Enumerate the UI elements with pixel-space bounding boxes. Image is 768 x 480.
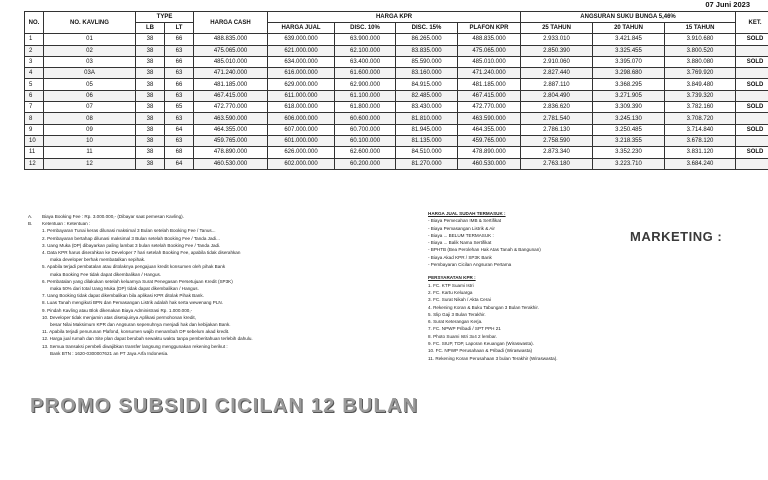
row-disc10: 62.900.000 [335,79,396,90]
document-date: 07 Juni 2023 [705,0,750,9]
table-row [25,158,768,169]
notes-section [28,213,438,357]
note-item: 4. Data KPR harus diserahkan ke Developer 7 hari setelah Booking Fee, apabila tidak diserahkan [42,250,241,256]
row-25-tahun: 2.786.130 [521,124,593,135]
row-disc15: 81.135.000 [396,135,458,146]
row-harga-cash: 485.010.000 [194,56,268,67]
row-kavling: 11 [44,147,136,158]
row-disc15: 81.810.000 [396,113,458,124]
row-harga-jual: 621.000.000 [268,45,335,56]
row-no: 1 [25,34,44,45]
row-lb: 38 [136,79,165,90]
persyaratan-item: 5. Slip Gaji 3 Bulan Terakhir. [428,311,486,317]
row-lb: 38 [136,45,165,56]
note-item: Bank BTN : 1620-0300007621 an PT Jaya Arfa Indonesia. [50,350,169,356]
row-lb: 38 [136,113,165,124]
row-20-tahun: 3.325.455 [593,45,665,56]
row-disc10: 62.100.000 [335,45,396,56]
row-25-tahun: 2.910.060 [521,56,593,67]
header-lb: LB [136,23,165,34]
row-kavling: 01 [44,34,136,45]
row-harga-jual: 601.000.000 [268,135,335,146]
row-25-tahun: 2.836.620 [521,102,593,113]
row-ket: SOLD [736,102,768,113]
row-25-tahun: 2.873.340 [521,147,593,158]
row-20-tahun: 3.271.905 [593,90,665,101]
row-lt: 63 [165,135,194,146]
row-lb: 38 [136,56,165,67]
row-ket [736,135,768,146]
harga-termasuk-item: - BPHTB (Bea Perolehan Hak Atas Tanah & Bangunan) [428,247,541,253]
row-25-tahun: 2.827.440 [521,68,593,79]
row-plafon: 485.010.000 [458,56,521,67]
header-no: NO. [25,12,44,34]
note-item: 6. Pembatalan yang dilakukan setelah keluarnya Surat Penegasan Persetujuan Kredit (SP3K) [42,278,233,284]
notes-list [28,227,438,357]
table-row [25,135,768,146]
row-harga-cash: 471.240.000 [194,68,268,79]
row-disc10: 63.900.000 [335,34,396,45]
header-25-tahun: 25 TAHUN [521,23,593,34]
row-15-tahun: 3.849.480 [665,79,736,90]
row-plafon: 467.415.000 [458,90,521,101]
row-plafon: 478.890.000 [458,147,521,158]
row-disc10: 63.400.000 [335,56,396,67]
row-harga-jual: 602.000.000 [268,158,335,169]
row-lt: 66 [165,34,194,45]
row-disc10: 60.100.000 [335,135,396,146]
terms-section [428,210,628,362]
note-item: maka 50% dari total Uang Muka (DP) tidak dapat dikembalikan / Hangus. [50,286,199,292]
row-harga-cash: 460.530.000 [194,158,268,169]
persyaratan-item: 3. FC. Surat Nikah / Akta Cerai [428,297,491,303]
persyaratan-item: 9. FC. SIUP, TDP, Laporan Keuangan (Wiraswasta). [428,341,534,347]
row-lt: 63 [165,45,194,56]
row-20-tahun: 3.245.130 [593,113,665,124]
row-lt: 63 [165,90,194,101]
row-20-tahun: 3.352.230 [593,147,665,158]
row-harga-cash: 478.890.000 [194,147,268,158]
row-20-tahun: 3.309.390 [593,102,665,113]
row-plafon: 459.765.000 [458,135,521,146]
row-20-tahun: 3.298.680 [593,68,665,79]
row-harga-jual: 611.000.000 [268,90,335,101]
table-row [25,147,768,158]
note-item: 10. Developer tidak menjamin atas disetujuinya Aplikasi permohonan kredit, [42,314,196,320]
note-item: 7. Uang Booking tidak dapat dikembalikan bila aplikasi KPR ditolak Pihak Bank. [42,293,204,299]
row-ket [736,68,768,79]
row-kavling: 12 [44,158,136,169]
header-15-tahun: 15 TAHUN [665,23,736,34]
note-item: maka Booking Fee tidak dapat dikembalikan / Hangus. [50,271,162,277]
header-ket: KET. [736,12,768,34]
header-type: TYPE [136,12,194,23]
note-item: 8. Luas Tanah mengikuti BPN dan Pemasangan Listrik adalah hak serta wewenang PLN. [42,300,223,306]
row-15-tahun: 3.678.120 [665,135,736,146]
row-lt: 65 [165,102,194,113]
note-item: 3. Uang Muka (DP) dibayarkan paling lambat 3 bulan setelah Booking Fee / Tanda Jadi. [42,242,221,248]
row-no: 10 [25,135,44,146]
row-kavling: 03A [44,68,136,79]
row-lt: 68 [165,147,194,158]
row-20-tahun: 3.223.710 [593,158,665,169]
row-plafon: 475.065.000 [458,45,521,56]
table-row [25,124,768,135]
row-25-tahun: 2.804.490 [521,90,593,101]
row-harga-cash: 481.185.000 [194,79,268,90]
persyaratan-item: 10. FC. NPWP Perusahaan & Pribadi (Wiraswasta) [428,348,533,354]
row-lt: 63 [165,113,194,124]
row-lb: 38 [136,34,165,45]
row-25-tahun: 2.850.390 [521,45,593,56]
row-harga-cash: 475.065.000 [194,45,268,56]
note-item: maka developer berhak membatalkan sepihak. [50,257,146,263]
row-ket: SOLD [736,79,768,90]
row-plafon: 460.530.000 [458,158,521,169]
table-row [25,56,768,67]
note-b: B. Ketentuan : Ketentuan : [28,221,91,227]
row-ket [736,113,768,124]
row-lb: 38 [136,147,165,158]
header-plafon: PLAFON KPR [458,23,521,34]
row-plafon: 472.770.000 [458,102,521,113]
row-disc10: 62.600.000 [335,147,396,158]
row-no: 12 [25,158,44,169]
row-ket: SOLD [736,56,768,67]
harga-termasuk-list [428,217,628,268]
note-item: 1. Pembayaran Tunai keras dilunasi maksimal 3 Bulan setelah Booking Fee / Tanus... [42,228,216,234]
price-table [24,11,768,170]
row-lb: 38 [136,68,165,79]
row-no: 5 [25,79,44,90]
row-kavling: 06 [44,90,136,101]
row-plafon: 471.240.000 [458,68,521,79]
row-disc10: 60.700.000 [335,124,396,135]
row-lb: 38 [136,135,165,146]
row-lt: 64 [165,124,194,135]
persyaratan-item: 2. FC. Kartu Keluarga [428,289,473,295]
row-20-tahun: 3.368.295 [593,79,665,90]
row-15-tahun: 3.708.720 [665,113,736,124]
row-25-tahun: 2.758.590 [521,135,593,146]
row-lb: 38 [136,124,165,135]
row-disc15: 83.835.000 [396,45,458,56]
row-disc15: 85.590.000 [396,56,458,67]
row-20-tahun: 3.395.070 [593,56,665,67]
row-harga-cash: 488.835.000 [194,34,268,45]
row-no: 4 [25,68,44,79]
harga-termasuk-item: - Biaya Pemecahan IMB & Sertifikat [428,218,502,224]
row-lb: 38 [136,158,165,169]
note-a: A. Biaya Booking Fee : Rp. 3.000.000,- (Dibayar saat pemesan Kavling). [28,214,184,219]
row-no: 6 [25,90,44,101]
row-kavling: 08 [44,113,136,124]
row-20-tahun: 3.250.485 [593,124,665,135]
promo-banner: PROMO SUBSIDI CICILAN 12 BULAN [30,395,419,417]
row-kavling: 03 [44,56,136,67]
row-harga-cash: 467.415.000 [194,90,268,101]
row-harga-cash: 463.590.000 [194,113,268,124]
row-harga-jual: 639.000.000 [268,34,335,45]
row-disc15: 84.915.000 [396,79,458,90]
persyaratan-item: 8. Photo Suami Istri 3x4 2 lembar. [428,333,497,339]
row-harga-jual: 618.000.000 [268,102,335,113]
note-item: 11. Apabila terjadi penurunan Plafond, konsumen wajib menambah DP sebelum akad kredit. [42,329,230,335]
row-kavling: 02 [44,45,136,56]
header-harga-kpr: HARGA KPR [268,12,521,23]
row-disc15: 83.430.000 [396,102,458,113]
header-disc15: DISC. 15% [396,23,458,34]
row-harga-cash: 464.355.000 [194,124,268,135]
persyaratan-item: 6. Surat Keterangan Kerja. [428,319,483,325]
row-20-tahun: 3.421.845 [593,34,665,45]
row-disc15: 82.485.000 [396,90,458,101]
row-plafon: 488.835.000 [458,34,521,45]
row-lb: 38 [136,90,165,101]
row-disc15: 81.945.000 [396,124,458,135]
row-25-tahun: 2.887.110 [521,79,593,90]
row-15-tahun: 3.800.520 [665,45,736,56]
note-item: 13. Semua transaksi pembeli diwajibkan transfer langsung menggunakan rekening berikut : [42,343,228,349]
row-kavling: 05 [44,79,136,90]
row-lb: 38 [136,102,165,113]
row-plafon: 464.355.000 [458,124,521,135]
row-harga-jual: 626.000.000 [268,147,335,158]
row-15-tahun: 3.831.120 [665,147,736,158]
row-15-tahun: 3.769.920 [665,68,736,79]
row-lt: 66 [165,56,194,67]
row-plafon: 481.185.000 [458,79,521,90]
row-disc10: 61.100.000 [335,90,396,101]
row-25-tahun: 2.763.180 [521,158,593,169]
row-disc10: 60.600.000 [335,113,396,124]
row-kavling: 09 [44,124,136,135]
note-item: 2. Pembayaran bertahap dilunasi maksimal 3 Bulan setelah Booking Fee / Tanda Jadi... [42,235,220,241]
row-no: 7 [25,102,44,113]
harga-termasuk-header: HARGA JUAL SUDAH TERMASUK : [428,211,506,216]
note-item: 12. Harga jual rumah dan Site plan dapat berubah sewaktu waktu tanpa pemberitahuan terlebih dahulu. [42,336,253,342]
row-kavling: 10 [44,135,136,146]
row-lt: 66 [165,79,194,90]
persyaratan-item: 7. FC. NPWP Pribadi / SPT PPH 21 [428,326,501,332]
row-lt: 63 [165,68,194,79]
row-ket [736,158,768,169]
row-disc10: 60.200.000 [335,158,396,169]
row-no: 3 [25,56,44,67]
table-row [25,102,768,113]
price-table-body [25,34,768,170]
note-item: 5. Apabila terjadi pembatalan atau ditolaknya pengajuan kredit konsumen oleh pihak Bank [42,264,226,270]
row-no: 9 [25,124,44,135]
row-20-tahun: 3.218.355 [593,135,665,146]
header-lt: LT [165,23,194,34]
persyaratan-item: 11. Rekening Koran Perusahaan 3 bulan Terakhir (Wiraswasta). [428,355,558,361]
row-ket [736,45,768,56]
row-disc10: 61.600.000 [335,68,396,79]
harga-termasuk-item: - Pembayaran Cicilan Angsuran Pertama [428,262,512,268]
row-disc15: 83.160.000 [396,68,458,79]
row-harga-jual: 616.000.000 [268,68,335,79]
table-row [25,68,768,79]
persyaratan-item: 4. Rekening Koran & Buku Tabungan 3 Bulan Terakhir. [428,304,539,310]
row-disc10: 61.800.000 [335,102,396,113]
harga-termasuk-item: - Biaya Pemasangan Listrik & Air [428,225,495,231]
row-no: 8 [25,113,44,124]
table-row [25,90,768,101]
row-ket: SOLD [736,124,768,135]
row-harga-jual: 607.000.000 [268,124,335,135]
row-disc15: 84.510.000 [396,147,458,158]
table-row [25,113,768,124]
note-item: 9. Pindah Kavling atau Blok dikenakan Biaya Administrasi Rp. 1.000.000,- [42,307,193,313]
marketing-label: MARKETING : [630,229,723,244]
row-15-tahun: 3.880.080 [665,56,736,67]
row-15-tahun: 3.739.320 [665,90,736,101]
row-plafon: 463.590.000 [458,113,521,124]
row-15-tahun: 3.910.680 [665,34,736,45]
row-harga-cash: 472.770.000 [194,102,268,113]
row-harga-jual: 634.000.000 [268,56,335,67]
header-angsuran: ANGSURAN SUKU BUNGA 5,46% [521,12,736,23]
row-ket: SOLD [736,147,768,158]
persyaratan-list [428,282,628,362]
row-harga-jual: 606.000.000 [268,113,335,124]
row-harga-cash: 459.765.000 [194,135,268,146]
row-ket: SOLD [736,34,768,45]
table-row [25,34,768,45]
row-15-tahun: 3.684.240 [665,158,736,169]
row-disc15: 86.265.000 [396,34,458,45]
harga-termasuk-item: - Biaya Akad KPR / SP3K Bank [428,254,492,260]
harga-termasuk-item: - Biaya ... Balik Nama Sertifikat [428,240,492,246]
table-row [25,79,768,90]
row-disc15: 81.270.000 [396,158,458,169]
row-harga-jual: 629.000.000 [268,79,335,90]
row-25-tahun: 2.781.540 [521,113,593,124]
header-harga-cash: HARGA CASH [194,12,268,34]
row-15-tahun: 3.714.840 [665,124,736,135]
row-ket [736,90,768,101]
row-no: 2 [25,45,44,56]
header-harga-jual: HARGA JUAL [268,23,335,34]
header-kavling: NO. KAVLING [44,12,136,34]
row-no: 11 [25,147,44,158]
row-25-tahun: 2.933.010 [521,34,593,45]
header-20-tahun: 20 TAHUN [593,23,665,34]
row-kavling: 07 [44,102,136,113]
note-item: besar Nilai Maksimum KPR dan Angsuran sepenuhnya menjadi hak dan kebijakan Bank. [50,322,231,328]
header-disc10: DISC. 10% [335,23,396,34]
table-row [25,45,768,56]
row-lt: 64 [165,158,194,169]
row-15-tahun: 3.782.160 [665,102,736,113]
persyaratan-header: PERSYARATAN KPR : [428,275,476,281]
harga-termasuk-item: - Biaya ... BELUM TERMASUK : [428,232,494,238]
persyaratan-item: 1. FC. KTP Suami Istri [428,282,474,288]
